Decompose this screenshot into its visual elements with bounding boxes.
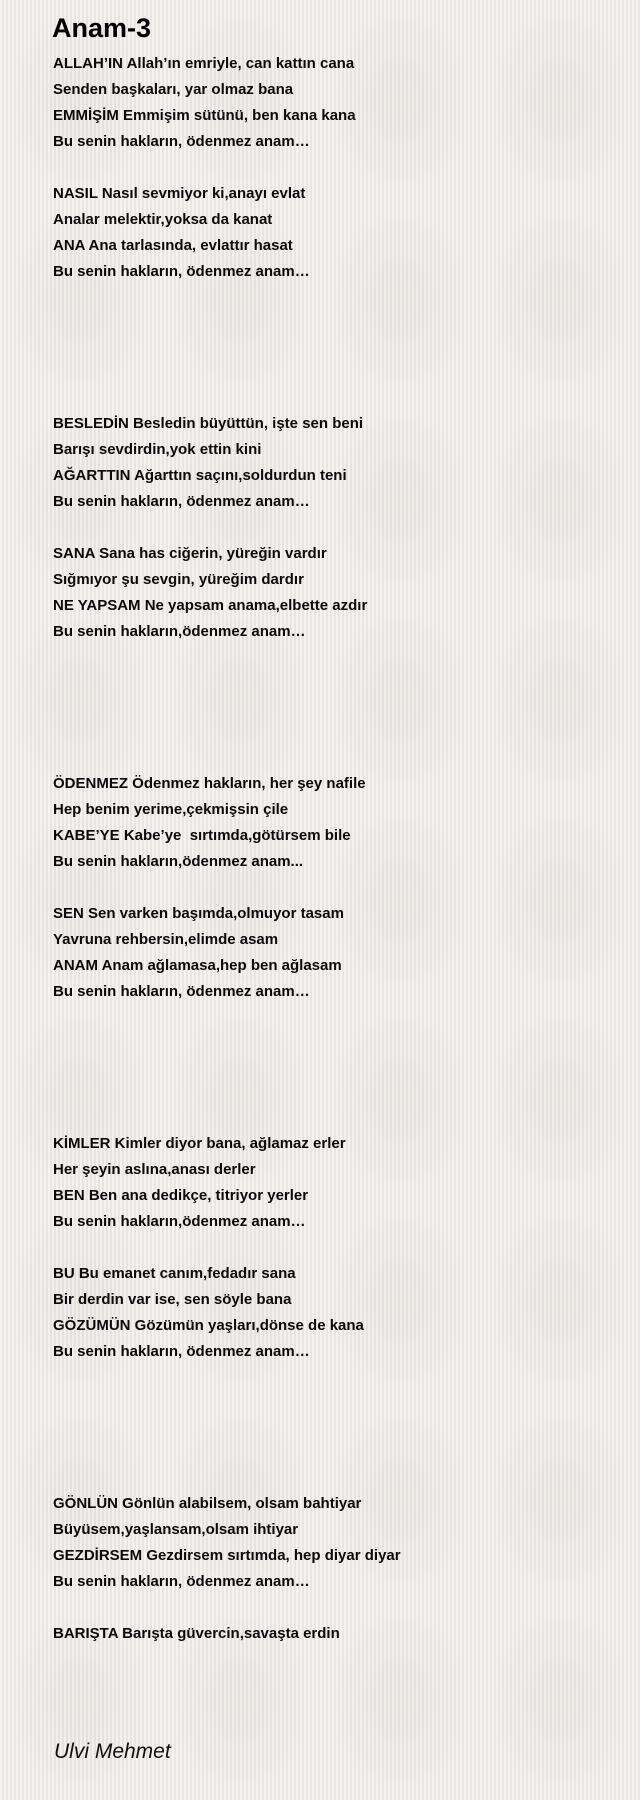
verse-line: EMMİŞİM Emmişim sütünü, ben kana kana [53, 107, 356, 124]
verse-line: Yavruna rehbersin,elimde asam [53, 931, 279, 948]
stanza-group-2 [53, 411, 367, 671]
verse-line: Bu senin hakların, ödenmez anam… [53, 263, 310, 280]
verse-line: ANAM Anam ağlamasa,hep ben ağlasam [53, 957, 342, 974]
verse-line: ANA Ana tarlasında, evlattır hasat [53, 237, 293, 254]
verse-line: Büyüsem,yaşlansam,olsam ihtiyar [53, 1521, 299, 1538]
verse-line: Bu senin hakların,ödenmez anam... [53, 853, 304, 870]
stanza-group-5 [53, 1491, 401, 1673]
verse-line: Hep benim yerime,çekmişsin çile [53, 801, 289, 818]
stanza [53, 541, 367, 645]
verse-line: AĞARTTIN Ağarttın saçını,soldurdun teni [53, 467, 347, 484]
verse-line: Her şeyin aslına,anası derler [53, 1161, 256, 1178]
verse-line: Bu senin hakların, ödenmez anam… [53, 1573, 310, 1590]
verse-line: NASIL Nasıl sevmiyor ki,anayı evlat [53, 185, 306, 202]
stanza-group-1 [53, 51, 356, 311]
verse-line: KİMLER Kimler diyor bana, ağlamaz erler [53, 1135, 346, 1152]
stanza [53, 1491, 401, 1595]
verse-line: Barışı sevdirdin,yok ettin kini [53, 441, 262, 458]
stanza-group-3 [53, 771, 366, 1031]
stanza-group-4 [53, 1131, 364, 1391]
stanza [53, 411, 367, 515]
verse-line: ÖDENMEZ Ödenmez hakların, her şey nafile [53, 775, 366, 792]
verse-line: Bu senin hakların, ödenmez anam… [53, 493, 310, 510]
verse-line: GÖZÜMÜN Gözümün yaşları,dönse de kana [53, 1317, 364, 1334]
poem-title: Anam-3 [52, 13, 152, 43]
verse-line: ALLAH’IN Allah’ın emriyle, can kattın cana [53, 55, 355, 72]
stanza [53, 771, 366, 875]
verse-line: Bu senin hakların, ödenmez anam… [53, 133, 310, 150]
stanza [53, 1131, 364, 1235]
stanza [53, 1261, 364, 1365]
verse-line: Analar melektir,yoksa da kanat [53, 211, 273, 228]
author-signature: Ulvi Mehmet [54, 1740, 171, 1763]
verse-line: Bir derdin var ise, sen söyle bana [53, 1291, 292, 1308]
verse-line: BARIŞTA Barışta güvercin,savaşta erdin [53, 1625, 340, 1642]
verse-line: GEZDİRSEM Gezdirsem sırtımda, hep diyar diyar [53, 1547, 401, 1564]
verse-line: BEN Ben ana dedikçe, titriyor yerler [53, 1187, 309, 1204]
verse-line: BU Bu emanet canım,fedadır sana [53, 1265, 296, 1282]
verse-line: Sığmıyor şu sevgin, yüreğim dardır [53, 571, 304, 588]
verse-line: SEN Sen varken başımda,olmuyor tasam [53, 905, 344, 922]
verse-line: NE YAPSAM Ne yapsam anama,elbette azdır [53, 597, 368, 614]
verse-line: Bu senin hakların, ödenmez anam… [53, 983, 310, 1000]
verse-line: SANA Sana has ciğerin, yüreğin vardır [53, 545, 327, 562]
stanza [53, 51, 356, 155]
verse-line: Bu senin hakların, ödenmez anam… [53, 1343, 310, 1360]
verse-line: Bu senin hakların,ödenmez anam… [53, 623, 306, 640]
verse-line: BESLEDİN Besledin büyüttün, işte sen beni [53, 415, 364, 432]
verse-line: Senden başkaları, yar olmaz bana [53, 81, 294, 98]
verse-line: Bu senin hakların,ödenmez anam… [53, 1213, 306, 1230]
verse-line: GÖNLÜN Gönlün alabilsem, olsam bahtiyar [53, 1495, 362, 1512]
stanza [53, 181, 356, 285]
stanza [53, 901, 366, 1005]
stanza [53, 1621, 401, 1647]
verse-line: KABE’YE Kabe’ye sırtımda,götürsem bile [53, 827, 351, 844]
